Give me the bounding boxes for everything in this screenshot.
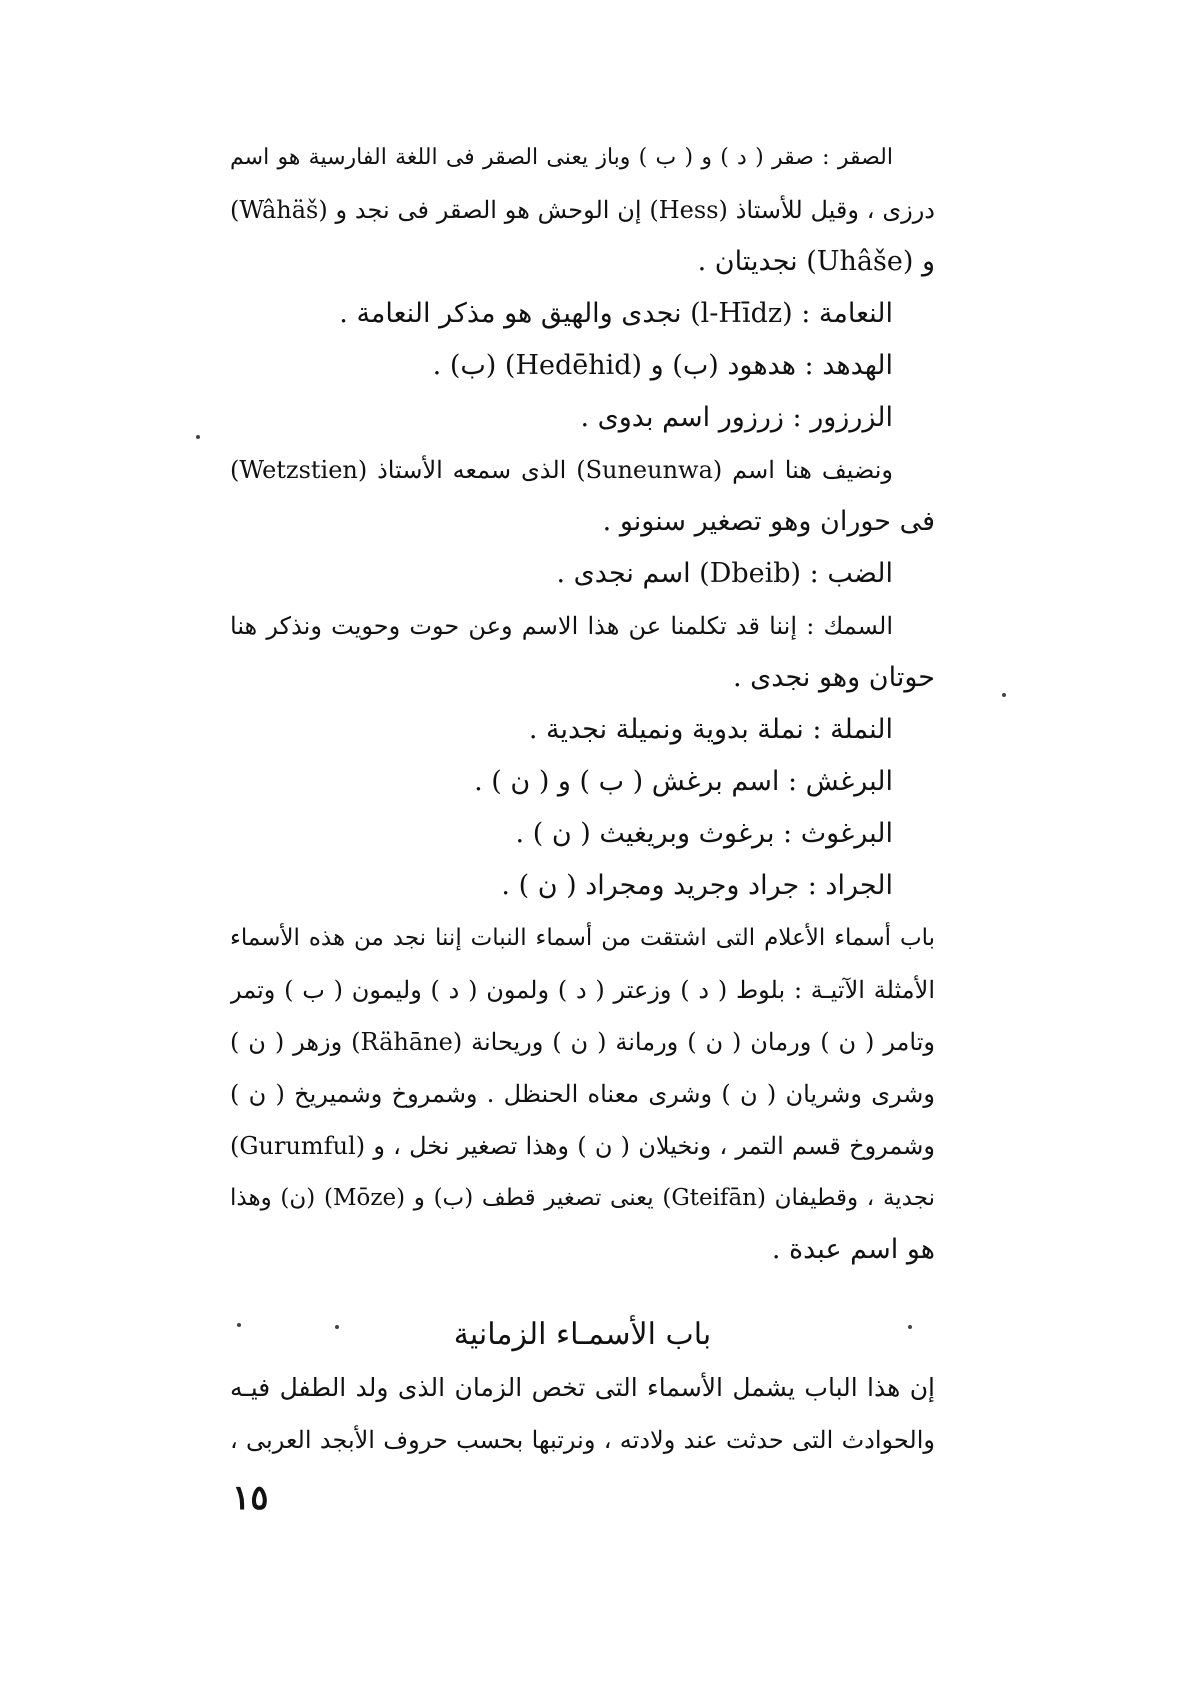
text-line: الجراد : جراد وجريد ومجراد ( ن ) . [501,870,893,901]
text-line: وتامر ( ن ) ورمان ( ن ) ورمانة ( ن ) وريحانة (Rähāne) وزهر ( ن ) [230,1028,935,1056]
body-text-section-2 [230,1362,935,1466]
text-line: الزرزور : زرزور اسم بدوى . [580,402,893,433]
text-line: وشمروخ قسم التمر ، ونخيلان ( ن ) وهذا تصغير نخل ، و (Gurumful) [230,1132,935,1160]
scan-speck [196,435,200,439]
text-line: وشرى وشريان ( ن ) وشرى معناه الحنظل . وشمروخ وشميريخ ( ن ) [230,1080,935,1108]
page-number: ١٥ [232,1478,269,1518]
text-line: إن هذا الباب يشمل الأسماء التى تخص الزمان الذى ولد الطفل فيـه [230,1373,935,1402]
text-line: الضب : (Dbeib) اسم نجدى . [556,558,893,589]
text-line: والحوادث التى حدثت عند ولادته ، ونرتبها بحسب حروف الأبجد العربى ، [230,1426,935,1454]
text-line: باب أسماء الأعلام التى اشتقت من أسماء النبات إننا نجد من هذه الأسماء [230,925,935,951]
text-line: الهدهد : هدهود (ب) و (Hedēhid) (ب) . [432,350,893,381]
section-heading: باب الأسمـاء الزمانية [453,1317,712,1352]
text-line: السمك : إننا قد تكلمنا عن هذا الاسم وعن حوت وحويت ونذكر هنا [230,612,893,640]
text-line: النعامة : (l-Hīdz) نجدى والهيق هو مذكر النعامة . [339,298,893,329]
text-line: الصقر : صقر ( د ) و ( ب ) وباز يعنى الصقر فى اللغة الفارسية هو اسم [230,145,893,170]
text-line: درزى ، وقيل للأستاذ (Hess) إن الوحش هو الصقر فى نجد و (Wâhäš) [230,196,935,224]
text-line: فى حوران وهو تصغير سنونو . [602,506,935,537]
scan-speck [237,1323,241,1327]
text-line: نجدية ، وقطيفان (Gteifān) يعنى تصغير قطف (ب) و (Mōze) (ن) وهذا [230,1185,935,1211]
body-text-section-1 [230,132,935,1276]
scan-speck [335,1325,339,1329]
text-line: الأمثلة الآتيـة : بلوط ( د ) وزعتر ( د ) ولمون ( د ) وليمون ( ب ) وتمر [230,976,935,1004]
scan-speck [908,1325,912,1329]
text-line: و (Uhâše) نجديتان . [697,246,935,277]
text-line: ونضيف هنا اسم (Suneunwa) الذى سمعه الأستاذ (Wetzstien) [230,456,893,484]
text-line: حوتان وهو نجدى . [732,662,935,693]
scan-speck [1002,693,1006,697]
text-line: النملة : نملة بدوية ونميلة نجدية . [528,714,893,745]
text-line: البرغوث : برغوث وبريغيث ( ن ) . [515,818,893,849]
text-line: البرغش : اسم برغش ( ب ) و ( ن ) . [474,766,893,797]
text-line: هو اسم عبدة . [771,1234,935,1265]
